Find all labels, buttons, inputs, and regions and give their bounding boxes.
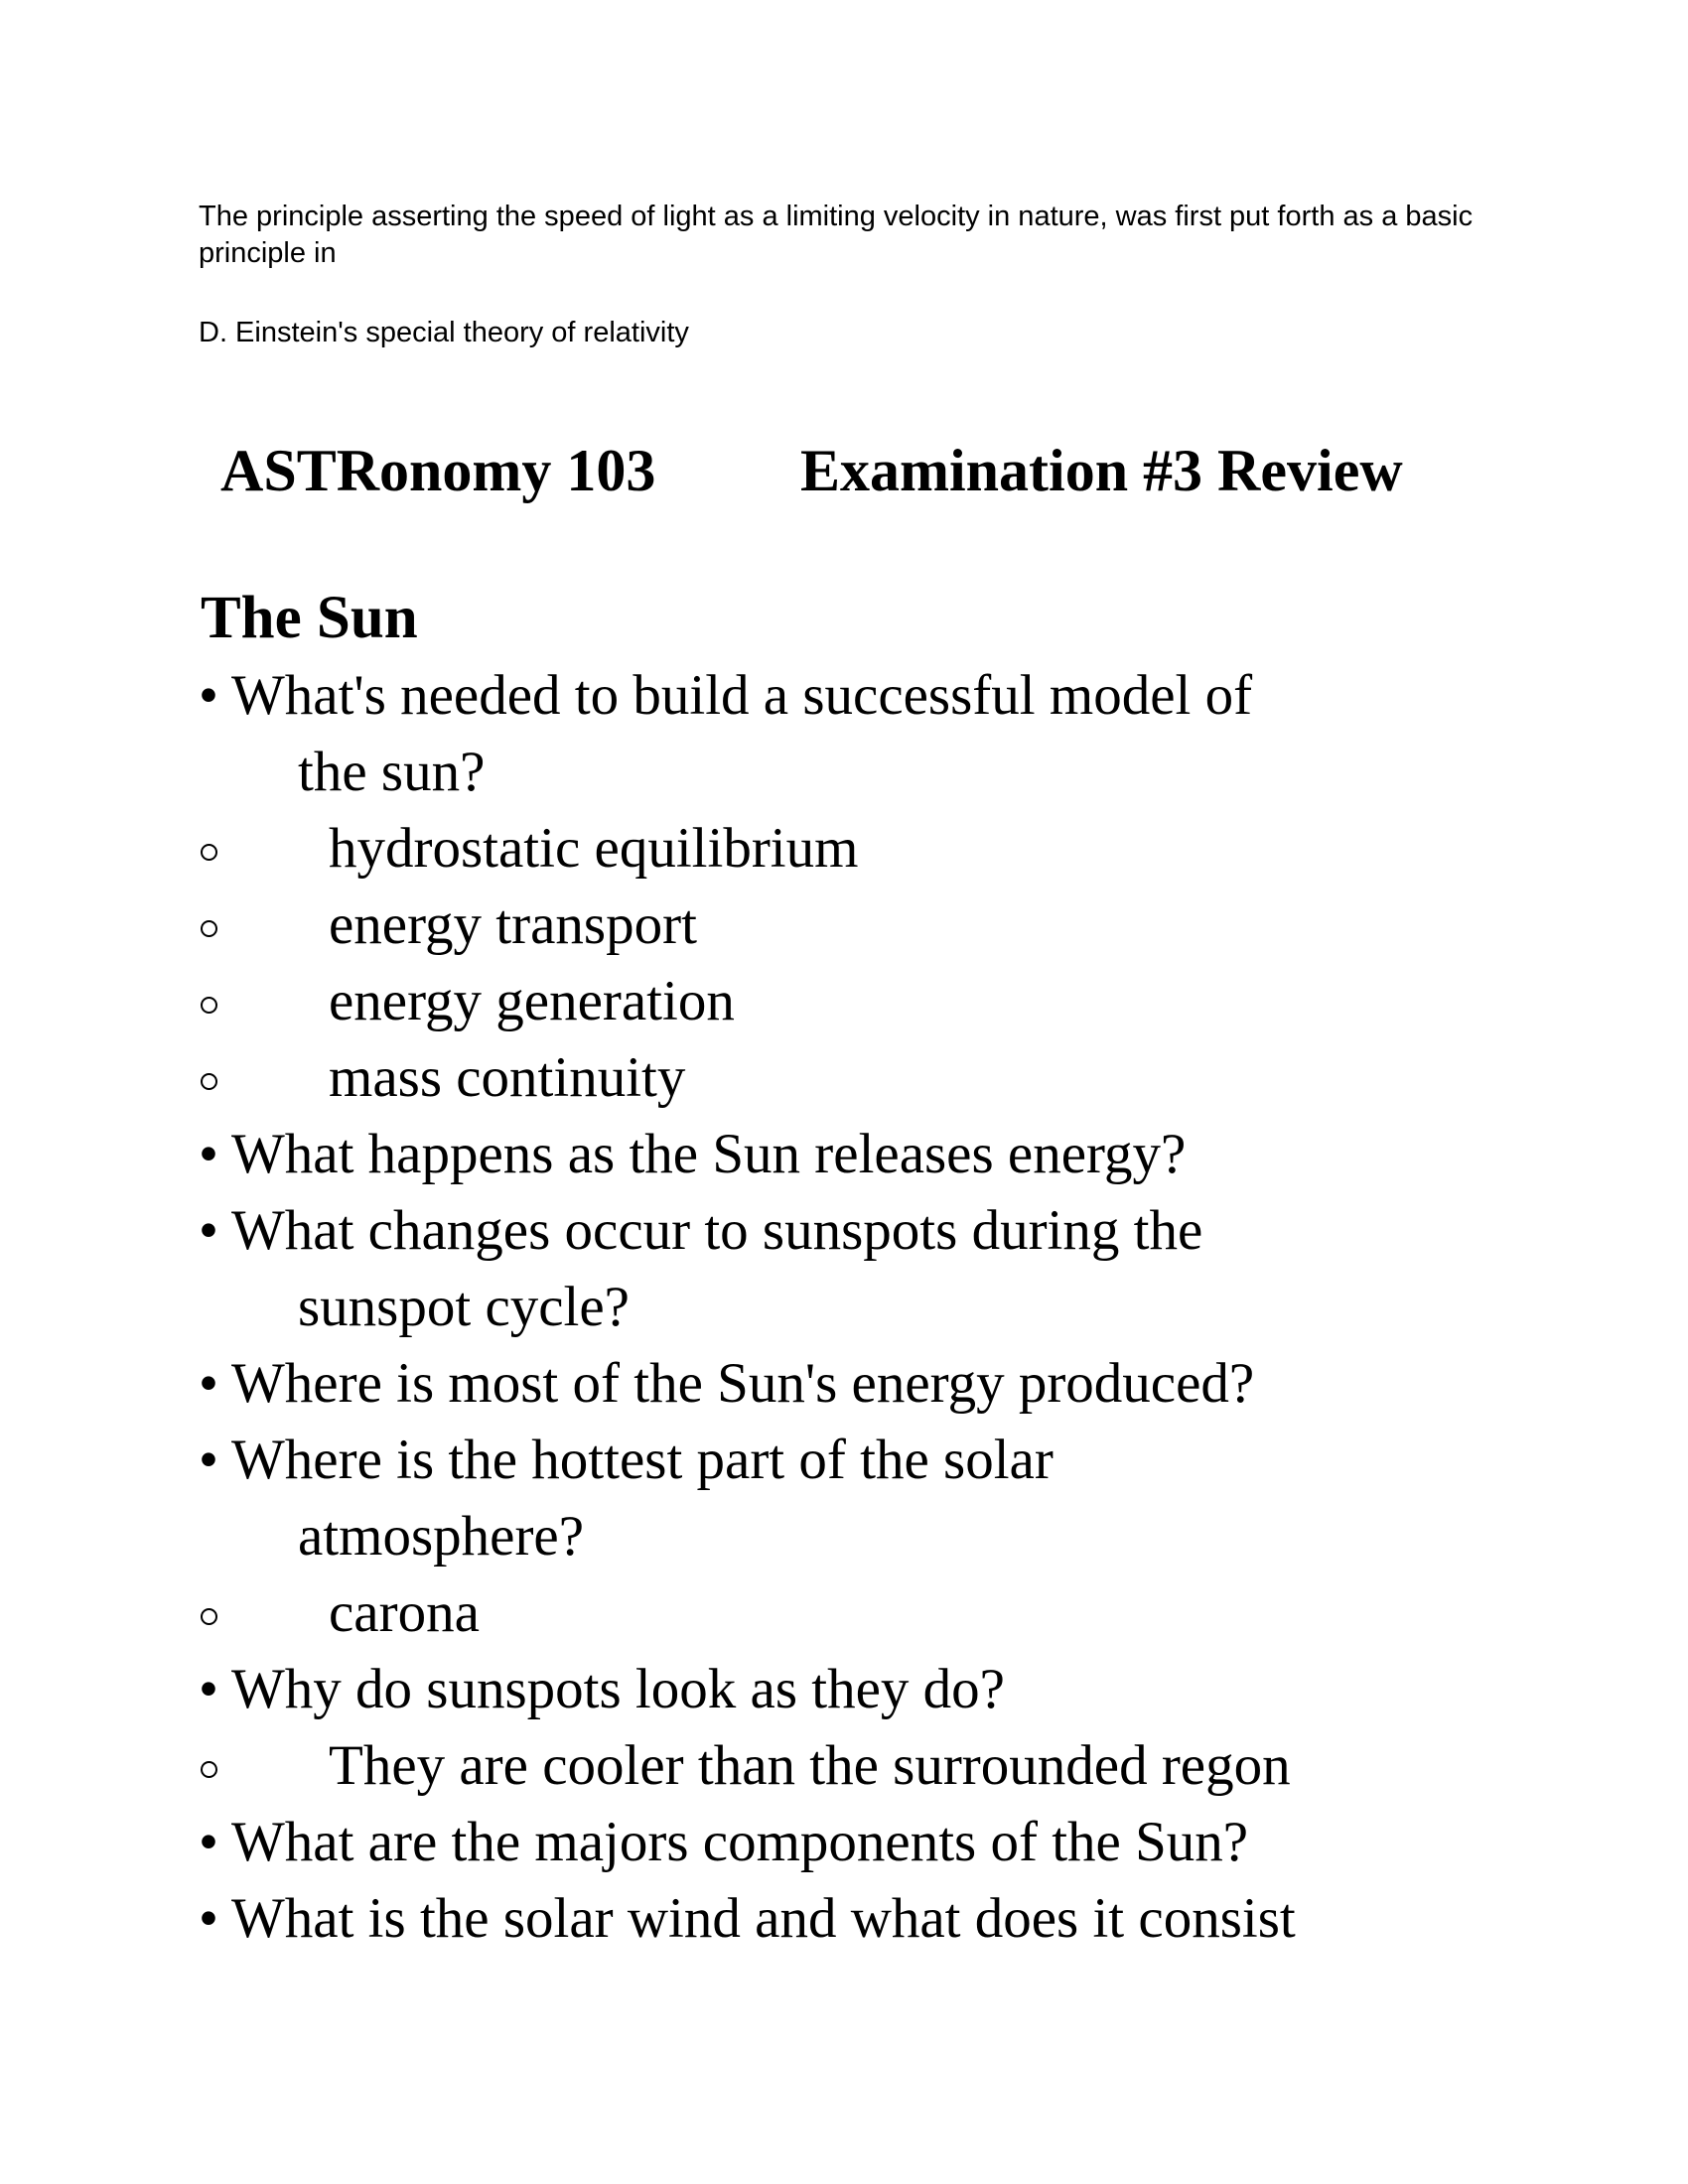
list-item-text: What are the majors components of the Sun? [231, 1811, 1249, 1873]
list-item-text: hydrostatic equilibrium [329, 817, 859, 880]
list-item [0, 1345, 1688, 1422]
list-item-text: mass continuity [329, 1046, 686, 1109]
list-item-text: What's needed to build a successful model of [231, 664, 1253, 727]
course-title: ASTRonomy 103 [220, 438, 656, 503]
list-item-text: Why do sunspots look as they do? [231, 1658, 1005, 1720]
list-item [0, 1880, 1688, 1957]
section-heading: The Sun [201, 585, 418, 651]
bullet-icon: • [199, 1811, 218, 1873]
list-item-text: What is the solar wind and what does it consist [231, 1887, 1296, 1950]
sub-list-item [0, 1039, 1688, 1116]
list-item [0, 1804, 1688, 1880]
bullet-icon: • [199, 1352, 218, 1415]
hollow-circle-bullet-icon [201, 920, 217, 937]
hollow-circle-bullet-icon [201, 1761, 217, 1778]
sub-list-item [0, 1574, 1688, 1651]
page-title [220, 435, 1571, 506]
list-item [0, 1116, 1688, 1192]
list-item-text: Where is the hottest part of the solar [231, 1429, 1054, 1491]
list-item-continuation [0, 1498, 1688, 1574]
intro-question: The principle asserting the speed of light as a limiting velocity in nature, was first put forth as a basic principle in [199, 201, 1474, 269]
list-item-text: energy generation [329, 970, 735, 1032]
list-item-text: the sun? [298, 741, 486, 803]
list-item-text: They are cooler than the surrounded regon [329, 1734, 1291, 1797]
hollow-circle-bullet-icon [201, 1608, 217, 1625]
sub-list-item [0, 887, 1688, 963]
list-item-text: Where is most of the Sun's energy produced? [231, 1352, 1255, 1415]
bullet-icon: • [199, 1658, 218, 1720]
list-item-text: sunspot cycle? [298, 1276, 630, 1338]
list-item-continuation [0, 734, 1688, 810]
list-item-text: carona [329, 1581, 480, 1644]
sub-list-item [0, 810, 1688, 887]
intro-answer: D. Einstein's special theory of relativity [199, 317, 689, 348]
list-item [0, 1192, 1688, 1269]
sub-list-item [0, 1727, 1688, 1804]
bullet-icon: • [199, 664, 218, 727]
list-item-continuation [0, 1269, 1688, 1345]
list-item-text: What happens as the Sun releases energy? [231, 1123, 1187, 1185]
list-item [0, 657, 1688, 734]
review-list [0, 657, 1688, 1957]
list-item [0, 1651, 1688, 1727]
list-item-text: energy transport [329, 893, 697, 956]
hollow-circle-bullet-icon [201, 1073, 217, 1090]
exam-title: Examination #3 Review [800, 438, 1403, 503]
list-item-text: What changes occur to sunspots during the [231, 1199, 1203, 1262]
hollow-circle-bullet-icon [201, 844, 217, 861]
bullet-icon: • [199, 1887, 218, 1950]
sub-list-item [0, 963, 1688, 1039]
bullet-icon: • [199, 1123, 218, 1185]
hollow-circle-bullet-icon [201, 997, 217, 1014]
bullet-icon: • [199, 1199, 218, 1262]
list-item [0, 1422, 1688, 1498]
list-item-text: atmosphere? [298, 1505, 585, 1568]
bullet-icon: • [199, 1429, 218, 1491]
